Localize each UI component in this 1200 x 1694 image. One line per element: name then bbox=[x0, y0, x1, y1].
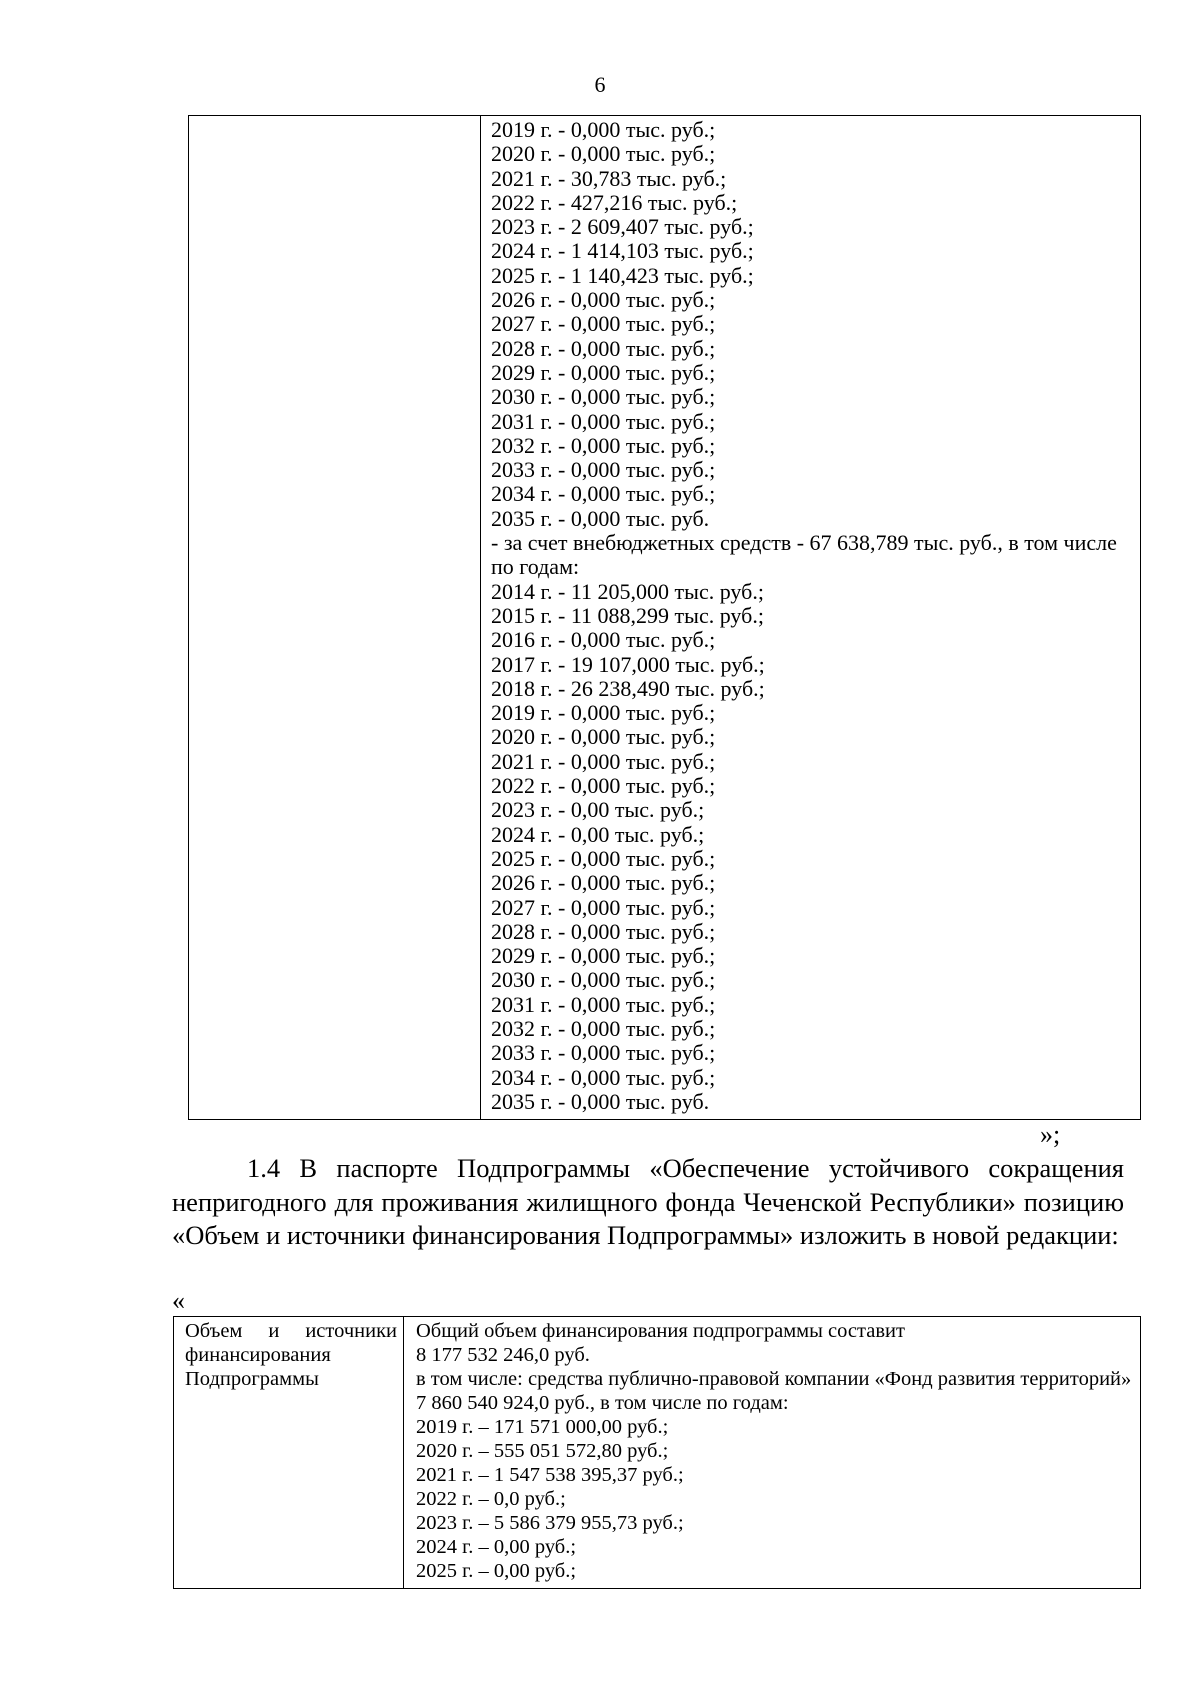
passport-year-list bbox=[416, 1415, 1134, 1583]
year-amount-line: 2029 г. - 0,000 тыс. руб.; bbox=[491, 943, 716, 969]
year-amount-line: 2035 г. - 0,000 тыс. руб. bbox=[491, 1088, 710, 1114]
including-text: в том числе: средства публично-правовой компании «Фонд развития территорий» 7 860 540 924,0 руб., в том числе по годам: bbox=[416, 1368, 1132, 1414]
year-amount-line: 2023 г. – 5 586 379 955,73 руб.; bbox=[416, 1512, 684, 1534]
year-amount-line: 2035 г. - 0,000 тыс. руб. bbox=[491, 505, 710, 531]
year-amount-line: 2034 г. - 0,000 тыс. руб.; bbox=[491, 1064, 716, 1090]
year-amount-line: 2024 г. – 0,00 руб.; bbox=[416, 1536, 577, 1558]
year-amount-line: 2026 г. - 0,000 тыс. руб.; bbox=[491, 870, 716, 896]
year-amount-line: 2029 г. - 0,000 тыс. руб.; bbox=[491, 359, 716, 385]
label-line: Подпрограммы bbox=[185, 1368, 319, 1390]
year-amount-line: 2025 г. - 1 140,423 тыс. руб.; bbox=[491, 262, 754, 288]
closing-quote: »; bbox=[1040, 1120, 1061, 1149]
funding-table-continued bbox=[188, 115, 1141, 1120]
year-amount-line: 2025 г. – 0,00 руб.; bbox=[416, 1560, 577, 1582]
year-amount-line: 2034 г. - 0,000 тыс. руб.; bbox=[491, 481, 716, 507]
total-amount: 8 177 532 246,0 руб. bbox=[416, 1344, 590, 1366]
year-amount-line: 2020 г. - 0,000 тыс. руб.; bbox=[491, 141, 716, 167]
year-amount-line: 2019 г. – 171 571 000,00 руб.; bbox=[416, 1416, 669, 1438]
year-amount-line: 2021 г. – 1 547 538 395,37 руб.; bbox=[416, 1464, 684, 1486]
year-amount-line: 2030 г. - 0,000 тыс. руб.; bbox=[491, 967, 716, 993]
page-number: 6 bbox=[594, 72, 606, 97]
regional-budget-year-list bbox=[491, 118, 1140, 531]
year-amount-line: 2021 г. - 0,000 тыс. руб.; bbox=[491, 748, 716, 774]
year-amount-line: 2017 г. - 19 107,000 тыс. руб.; bbox=[491, 651, 765, 677]
passport-label-cell bbox=[174, 1317, 404, 1588]
year-amount-line: 2031 г. - 0,000 тыс. руб.; bbox=[491, 408, 716, 434]
year-amount-line: 2024 г. - 1 414,103 тыс. руб.; bbox=[491, 238, 754, 264]
year-amount-line: 2021 г. - 30,783 тыс. руб.; bbox=[491, 165, 727, 191]
label-line: финансирования bbox=[185, 1344, 331, 1366]
label-line: Объем и источники bbox=[185, 1320, 397, 1342]
year-amount-line: 2032 г. - 0,000 тыс. руб.; bbox=[491, 1015, 716, 1041]
year-amount-line: 2023 г. - 2 609,407 тыс. руб.; bbox=[491, 214, 754, 240]
amendment-paragraph bbox=[172, 1152, 1124, 1253]
year-amount-line: 2031 г. - 0,000 тыс. руб.; bbox=[491, 991, 716, 1017]
year-amount-line: 2028 г. - 0,000 тыс. руб.; bbox=[491, 918, 716, 944]
opening-quote: « bbox=[172, 1286, 185, 1315]
year-amount-line: 2022 г. – 0,0 руб.; bbox=[416, 1488, 566, 1510]
year-amount-line: 2033 г. - 0,000 тыс. руб.; bbox=[491, 457, 716, 483]
year-amount-line: 2024 г. - 0,00 тыс. руб.; bbox=[491, 821, 705, 847]
year-amount-line: 2019 г. - 0,000 тыс. руб.; bbox=[491, 700, 716, 726]
paragraph-number: 1.4 bbox=[247, 1153, 281, 1183]
year-amount-line: 2018 г. - 26 238,490 тыс. руб.; bbox=[491, 675, 765, 701]
funding-passport-table bbox=[173, 1316, 1141, 1589]
year-amount-line: 2025 г. - 0,000 тыс. руб.; bbox=[491, 845, 716, 871]
year-amount-line: 2033 г. - 0,000 тыс. руб.; bbox=[491, 1040, 716, 1066]
year-amount-line: 2020 г. - 0,000 тыс. руб.; bbox=[491, 724, 716, 750]
year-amount-line: 2028 г. - 0,000 тыс. руб.; bbox=[491, 335, 716, 361]
year-amount-line: 2015 г. - 11 088,299 тыс. руб.; bbox=[491, 602, 764, 628]
extrabudget-intro: - за счет внебюджетных средств - 67 638,789 тыс. руб., в том числе по годам: bbox=[491, 530, 1117, 580]
year-amount-line: 2016 г. - 0,000 тыс. руб.; bbox=[491, 627, 716, 653]
year-amount-line: 2032 г. - 0,000 тыс. руб.; bbox=[491, 432, 716, 458]
year-amount-line: 2027 г. - 0,000 тыс. руб.; bbox=[491, 894, 716, 920]
year-amount-line: 2026 г. - 0,000 тыс. руб.; bbox=[491, 287, 716, 313]
paragraph-text: В паспорте Подпрограммы «Обеспечение устойчивого сокращения непригодного для проживания жилищного фонда Чеченской Республики» позицию «Объем и источники финансирования Подпрограммы» изложить в новой редакции: bbox=[172, 1153, 1124, 1250]
year-amount-line: 2014 г. - 11 205,000 тыс. руб.; bbox=[491, 578, 764, 604]
year-amount-line: 2030 г. - 0,000 тыс. руб.; bbox=[491, 384, 716, 410]
passport-value-cell bbox=[404, 1317, 1140, 1588]
table-label-cell-empty bbox=[189, 116, 481, 1119]
table-value-cell bbox=[481, 116, 1140, 1119]
total-line: Общий объем финансирования подпрограммы составит bbox=[416, 1320, 905, 1342]
year-amount-line: 2019 г. - 0,000 тыс. руб.; bbox=[491, 117, 716, 142]
year-amount-line: 2023 г. - 0,00 тыс. руб.; bbox=[491, 797, 705, 823]
year-amount-line: 2027 г. - 0,000 тыс. руб.; bbox=[491, 311, 716, 337]
year-amount-line: 2020 г. – 555 051 572,80 руб.; bbox=[416, 1440, 669, 1462]
year-amount-line: 2022 г. - 427,216 тыс. руб.; bbox=[491, 189, 738, 215]
extrabudget-year-list bbox=[491, 580, 1140, 1115]
year-amount-line: 2022 г. - 0,000 тыс. руб.; bbox=[491, 773, 716, 799]
